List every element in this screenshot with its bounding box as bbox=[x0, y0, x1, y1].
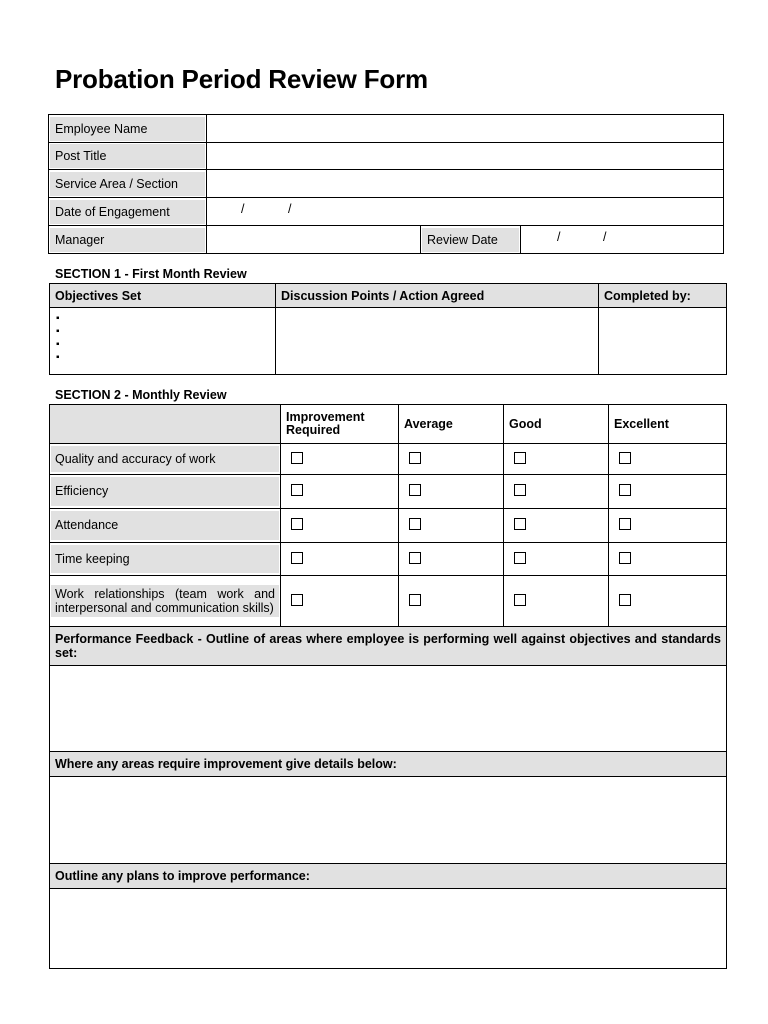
rating-row-label: Time keeping bbox=[50, 543, 281, 576]
rating-cell[interactable] bbox=[281, 543, 399, 576]
rating-cell[interactable] bbox=[281, 444, 399, 475]
service-area-field[interactable] bbox=[207, 170, 724, 198]
review-date-label: Review Date bbox=[421, 226, 521, 254]
discussion-points-field[interactable] bbox=[276, 308, 599, 375]
checkbox[interactable] bbox=[409, 594, 421, 606]
checkbox[interactable] bbox=[619, 452, 631, 464]
rating-header-excellent: Excellent bbox=[609, 405, 727, 444]
improvement-details-field[interactable] bbox=[50, 777, 727, 864]
checkbox[interactable] bbox=[291, 452, 303, 464]
rating-row-label: Quality and accuracy of work bbox=[50, 444, 281, 475]
checkbox[interactable] bbox=[619, 518, 631, 530]
rating-cell[interactable] bbox=[281, 576, 399, 627]
rating-cell[interactable] bbox=[504, 509, 609, 543]
rating-cell[interactable] bbox=[504, 444, 609, 475]
rating-cell[interactable] bbox=[281, 475, 399, 509]
checkbox[interactable] bbox=[409, 518, 421, 530]
rating-cell[interactable] bbox=[399, 475, 504, 509]
checkbox[interactable] bbox=[409, 484, 421, 496]
checkbox[interactable] bbox=[619, 552, 631, 564]
manager-field[interactable] bbox=[207, 226, 421, 254]
rating-cell[interactable] bbox=[399, 576, 504, 627]
review-date-slash-1: / bbox=[557, 230, 561, 244]
rating-row-label: Attendance bbox=[50, 509, 281, 543]
completed-by-header: Completed by: bbox=[599, 284, 727, 308]
rating-row-label: Efficiency bbox=[50, 475, 281, 509]
improvement-details-header: Where any areas require improvement give details below: bbox=[50, 752, 727, 777]
rating-cell[interactable] bbox=[399, 543, 504, 576]
checkbox[interactable] bbox=[619, 484, 631, 496]
checkbox[interactable] bbox=[291, 594, 303, 606]
rating-cell[interactable] bbox=[399, 509, 504, 543]
section2-heading: SECTION 2 - Monthly Review bbox=[55, 388, 227, 402]
checkbox[interactable] bbox=[514, 594, 526, 606]
performance-feedback-header: Performance Feedback - Outline of areas where employee is performing well against objectives and standards set: bbox=[50, 627, 727, 666]
objective-bullet-3: ▪ bbox=[56, 339, 60, 350]
rating-corner-cell bbox=[50, 405, 281, 444]
checkbox[interactable] bbox=[514, 518, 526, 530]
engagement-date-slash-2: / bbox=[288, 202, 292, 216]
service-area-label: Service Area / Section bbox=[49, 170, 207, 198]
review-date-slash-2: / bbox=[603, 230, 607, 244]
employee-name-label: Employee Name bbox=[49, 115, 207, 143]
objectives-set-field[interactable] bbox=[50, 308, 276, 375]
improvement-plans-field[interactable] bbox=[50, 889, 727, 969]
rating-cell[interactable] bbox=[504, 543, 609, 576]
rating-cell[interactable] bbox=[609, 475, 727, 509]
checkbox[interactable] bbox=[619, 594, 631, 606]
manager-label: Manager bbox=[49, 226, 207, 254]
discussion-points-header: Discussion Points / Action Agreed bbox=[276, 284, 599, 308]
employee-details-table bbox=[48, 114, 724, 254]
checkbox[interactable] bbox=[409, 452, 421, 464]
completed-by-field[interactable] bbox=[599, 308, 727, 375]
rating-cell[interactable] bbox=[399, 444, 504, 475]
section1-heading: SECTION 1 - First Month Review bbox=[55, 267, 247, 281]
improvement-plans-header: Outline any plans to improve performance: bbox=[50, 864, 727, 889]
checkbox[interactable] bbox=[409, 552, 421, 564]
review-date-field[interactable] bbox=[521, 226, 724, 254]
page-title: Probation Period Review Form bbox=[55, 64, 428, 94]
objective-bullet-1: ▪ bbox=[56, 313, 60, 324]
date-of-engagement-label: Date of Engagement bbox=[49, 198, 207, 226]
checkbox[interactable] bbox=[514, 484, 526, 496]
objective-bullet-2: ▪ bbox=[56, 326, 60, 337]
engagement-date-slash-1: / bbox=[241, 202, 245, 216]
checkbox[interactable] bbox=[514, 552, 526, 564]
checkbox[interactable] bbox=[291, 484, 303, 496]
rating-header-improvement-required: Improvement Required bbox=[281, 405, 399, 444]
rating-cell[interactable] bbox=[609, 509, 727, 543]
rating-cell[interactable] bbox=[609, 543, 727, 576]
rating-cell[interactable] bbox=[609, 576, 727, 627]
performance-feedback-field[interactable] bbox=[50, 666, 727, 752]
post-title-label: Post Title bbox=[49, 143, 207, 170]
rating-cell[interactable] bbox=[504, 576, 609, 627]
objectives-set-header: Objectives Set bbox=[50, 284, 276, 308]
rating-cell[interactable] bbox=[609, 444, 727, 475]
checkbox[interactable] bbox=[514, 452, 526, 464]
checkbox[interactable] bbox=[291, 552, 303, 564]
rating-cell[interactable] bbox=[281, 509, 399, 543]
section1-table bbox=[49, 283, 727, 375]
rating-header-good: Good bbox=[504, 405, 609, 444]
rating-row-label: Work relationships (team work and interpersonal and communication skills) bbox=[50, 576, 281, 627]
checkbox[interactable] bbox=[291, 518, 303, 530]
section2-table bbox=[49, 404, 727, 969]
employee-name-field[interactable] bbox=[207, 115, 724, 143]
objective-bullet-4: ▪ bbox=[56, 352, 60, 363]
rating-cell[interactable] bbox=[504, 475, 609, 509]
post-title-field[interactable] bbox=[207, 143, 724, 170]
date-of-engagement-field[interactable] bbox=[207, 198, 724, 226]
rating-header-average: Average bbox=[399, 405, 504, 444]
